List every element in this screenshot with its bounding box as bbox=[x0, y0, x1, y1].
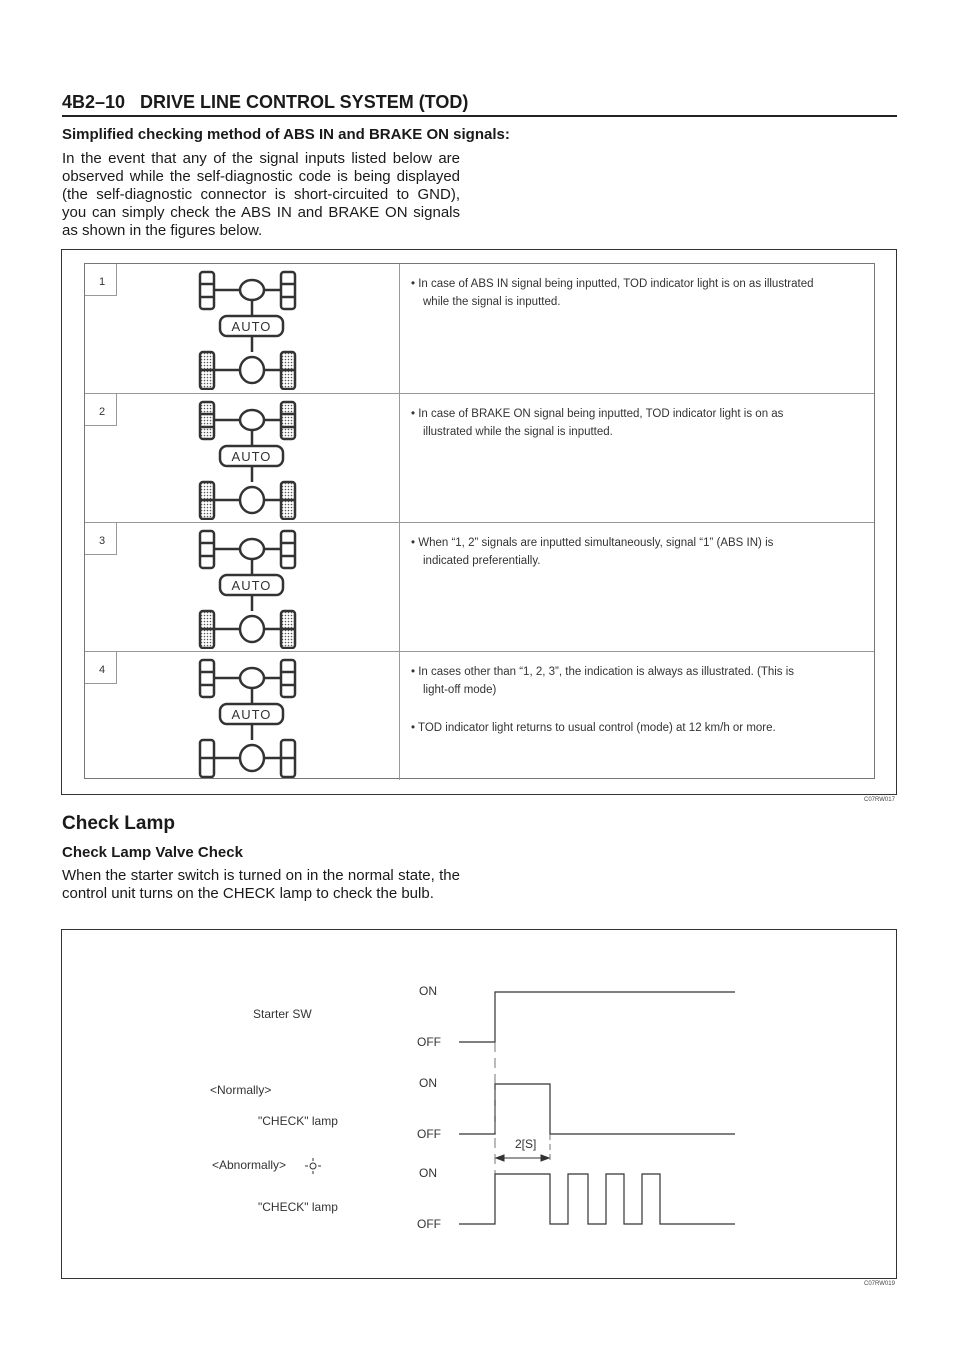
check-lamp-label-abnormal: "CHECK" lamp bbox=[258, 1200, 338, 1214]
starter-sw-waveform bbox=[459, 992, 735, 1042]
row-description: • In case of ABS IN signal being inputted, TOD indicator light is on as illustrated while the signal is inputted. bbox=[411, 278, 814, 308]
on-label-abnormal: ON bbox=[419, 1166, 437, 1180]
section-intro-paragraph: In the event that any of the signal inputs listed below are observed while the self-diagnostic code is being displayed (the self-diagnostic connector is short-circuited to GND), you can simply check the ABS IN and BRAKE ON signals as shown in the figures below. bbox=[62, 150, 460, 239]
warning-icon bbox=[305, 1158, 321, 1174]
check-lamp-subheading: Check Lamp Valve Check bbox=[62, 844, 243, 861]
on-label-normal: ON bbox=[419, 1076, 437, 1090]
svg-text:AUTO: AUTO bbox=[231, 707, 272, 722]
tod-indicator-icon bbox=[197, 398, 307, 520]
header-rule bbox=[62, 115, 897, 117]
timing-figure bbox=[61, 929, 897, 1279]
row-description: • In case of BRAKE ON signal being inputted, TOD indicator light is on as illustrated while the signal is inputted. bbox=[411, 408, 784, 438]
indicator-row bbox=[85, 393, 874, 522]
check-lamp-abnormal-waveform bbox=[459, 1174, 735, 1224]
check-lamp-normal-waveform bbox=[459, 1084, 735, 1134]
indicator-illustration bbox=[197, 268, 307, 395]
indicator-row bbox=[85, 651, 874, 780]
row-description: • In cases other than “1, 2, 3”, the indication is always as illustrated. (This is light-off mode) bbox=[411, 666, 795, 696]
normally-label: <Normally> bbox=[210, 1083, 272, 1097]
check-lamp-label-normal: "CHECK" lamp bbox=[258, 1114, 338, 1128]
svg-text:AUTO: AUTO bbox=[231, 578, 272, 593]
tod-indicator-icon bbox=[197, 268, 307, 390]
indicator-illustration bbox=[197, 527, 307, 654]
duration-arrow bbox=[496, 1155, 549, 1161]
page-header-title: DRIVE LINE CONTROL SYSTEM (TOD) bbox=[140, 92, 469, 112]
column-divider bbox=[399, 394, 400, 522]
row-number: 3 bbox=[85, 523, 117, 555]
row-number: 1 bbox=[85, 264, 117, 296]
row-number: 2 bbox=[85, 394, 117, 426]
row-number: 4 bbox=[85, 652, 117, 684]
starter-sw-label: Starter SW bbox=[253, 1007, 312, 1021]
page-number: 4B2–10 bbox=[62, 92, 126, 112]
indicator-figure bbox=[61, 249, 897, 795]
abnormally-label: <Abnormally> bbox=[212, 1158, 287, 1172]
indicator-row bbox=[85, 264, 874, 393]
check-lamp-heading: Check Lamp bbox=[62, 813, 175, 834]
svg-text:AUTO: AUTO bbox=[231, 449, 272, 464]
indicator-illustration bbox=[197, 656, 307, 783]
off-label-normal: OFF bbox=[417, 1127, 441, 1141]
on-label-starter: ON bbox=[419, 984, 437, 998]
off-label-abnormal: OFF bbox=[417, 1217, 441, 1231]
figure-id: C07RW017 bbox=[864, 797, 895, 803]
row-description-extra: • TOD indicator light returns to usual control (mode) at 12 km/h or more. bbox=[411, 722, 776, 734]
off-label-starter: OFF bbox=[417, 1035, 441, 1049]
column-divider bbox=[399, 264, 400, 393]
svg-text:AUTO: AUTO bbox=[231, 319, 272, 334]
indicator-illustration bbox=[197, 398, 307, 525]
section-title-abs-brake: Simplified checking method of ABS IN and BRAKE ON signals: bbox=[62, 126, 510, 143]
column-divider bbox=[399, 652, 400, 780]
tod-indicator-icon bbox=[197, 527, 307, 649]
indicator-row bbox=[85, 522, 874, 651]
tod-indicator-icon bbox=[197, 656, 307, 778]
figure-id: C07RW019 bbox=[864, 1281, 895, 1287]
duration-label: 2[S] bbox=[515, 1137, 537, 1151]
column-divider bbox=[399, 523, 400, 651]
row-description: • When “1, 2” signals are inputted simultaneously, signal “1” (ABS IN) is indicated preferentially. bbox=[411, 537, 774, 567]
timing-chart bbox=[62, 930, 896, 1278]
indicator-table bbox=[84, 263, 875, 779]
check-lamp-paragraph: When the starter switch is turned on in the normal state, the control unit turns on the CHECK lamp to check the bulb. bbox=[62, 867, 460, 902]
